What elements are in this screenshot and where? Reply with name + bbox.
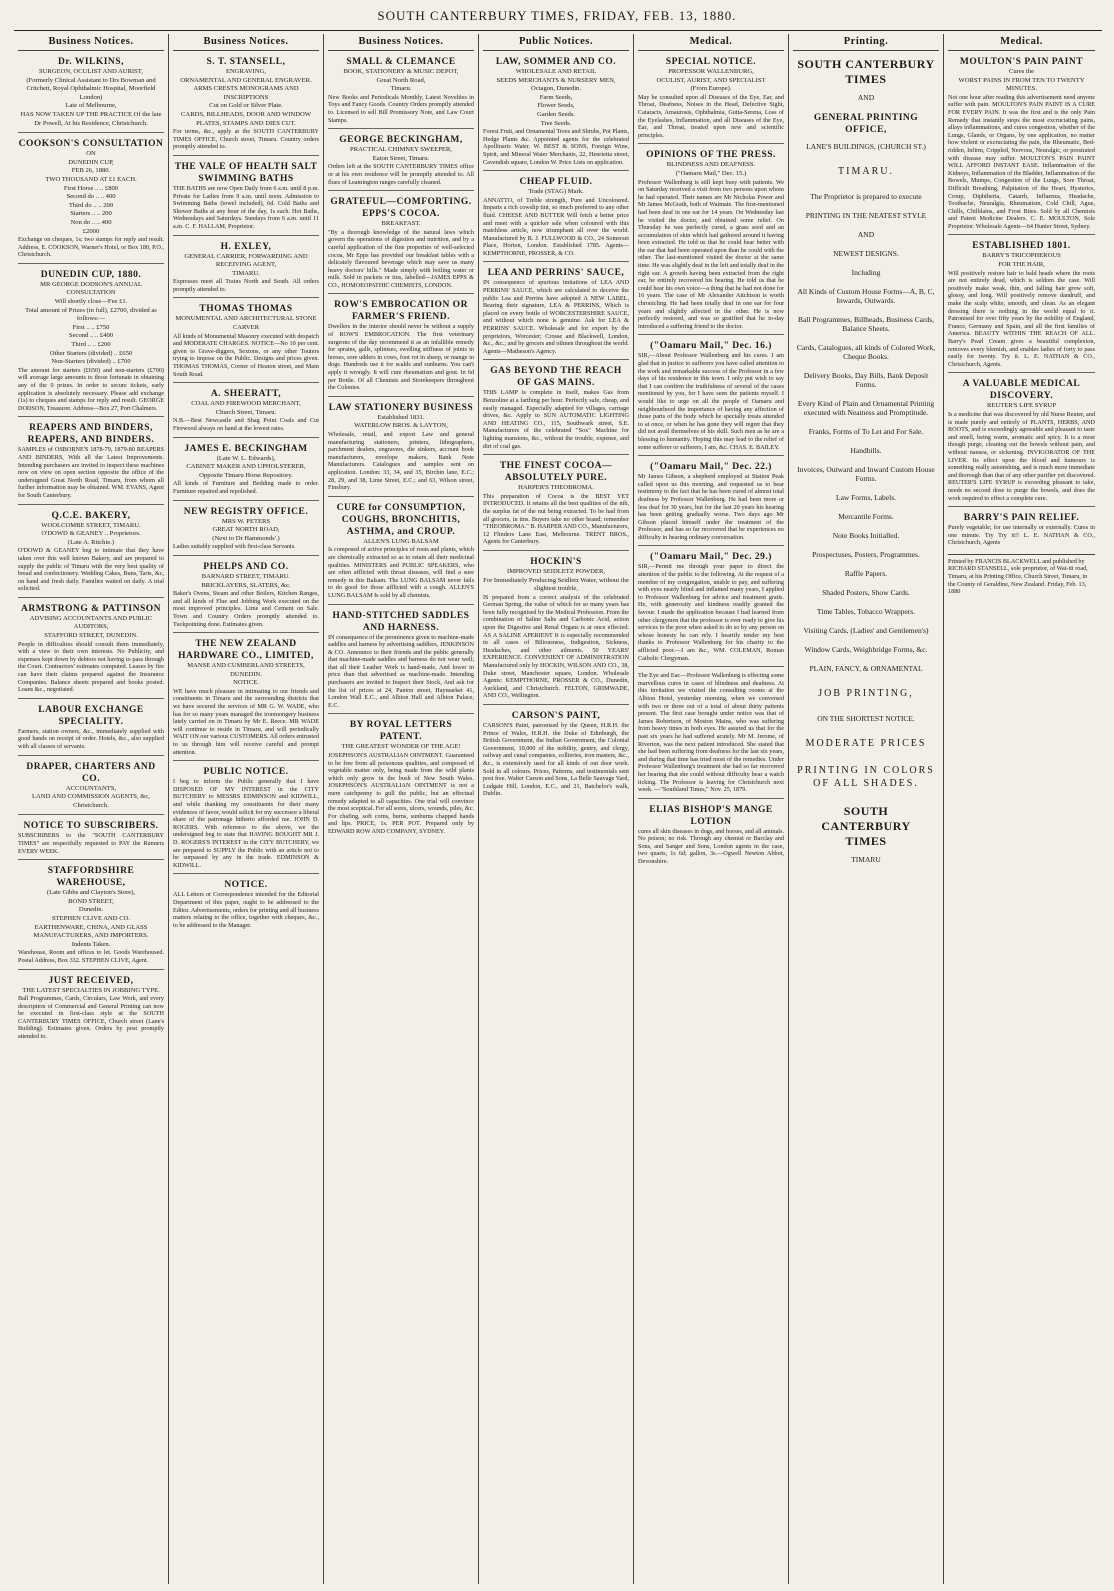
- printing-items-list: [793, 287, 939, 654]
- ad-line: WOOLCOMBE STREET, TIMARU.: [41, 521, 141, 529]
- ad-title: PHELPS AND CO.: [203, 561, 289, 572]
- ads-list: [948, 54, 1095, 551]
- printing-service-item: Handbills.: [850, 446, 882, 455]
- ad-body: CARSON'S Paint, patronised by the Queen, H.R.H. the Prince of Wales, H.R.H. the Duke of Edinburgh, the British Government, the Indian Government, the Colonial Government, 10,000 of the nobility, gentry, and clergy, railway and canal companies, collieries, iron masters, &c., &c., is extensively used for all kinds of out door work. Sold in all colours. Prices, Patterns, and testimonials sent post free. Walter Carson and Sons, La Belle Sauvage Yard, Ludgate Hill, London, E.C., and 21, Batchelor's walk, Dublin.: [483, 722, 629, 798]
- ad-line: GENERAL CARRIER, FORWARDING AND RECEIVING AGENT,: [184, 252, 308, 269]
- ad-line: BARRY'S TRICOPHEROUS: [982, 252, 1061, 260]
- advertisement: [173, 877, 319, 933]
- ad-title: ("Oamaru Mail," Dec. 29.): [650, 552, 772, 563]
- newspaper-columns: [14, 34, 1102, 1584]
- advertisement: [948, 238, 1095, 373]
- ad-line: For Immediately Producing Seidletz Water, without the slightest trouble,: [483, 576, 629, 593]
- ad-line: Second do .. .. 400: [66, 193, 116, 201]
- column-heading: Business Notices.: [328, 34, 474, 51]
- ad-title: Dr. WILKINS,: [58, 57, 124, 67]
- advertisement: [18, 702, 164, 756]
- ad-title: LAW STATIONERY BUSINESS: [328, 402, 474, 413]
- column-4: [479, 34, 634, 1584]
- footer-times: TIMES: [845, 834, 887, 848]
- ad-line: NOTICE.: [233, 679, 259, 687]
- advertisement: [18, 818, 164, 860]
- advertisement: [173, 764, 319, 874]
- ad-title: ARMSTRONG & PATTINSON: [21, 603, 161, 614]
- ad-body: "By a thorough knowledge of the natural laws which govern the operations of digestion and nutrition, and by a careful application of the fine properties of well-selected cocoa, Mr Epps has provided our breakfast tables with a delicately flavoured beverage which may save us many heavy doctors' bills." Made simply with boiling water or milk. Sold in packets or tins, labelled—JAMES EPPS & CO., HOMOEOPATHIC CHEMISTS, LONDON.: [328, 228, 474, 289]
- ad-line: ("Oamaru Mail," Dec. 15.): [675, 169, 747, 177]
- ad-line: HAS NOW TAKEN UP THE PRACTICE Of the late Dr Powell, At his Residence, Christchurch.: [20, 110, 162, 127]
- ad-line: STEPHEN CLIVE AND CO.: [51, 914, 131, 922]
- ad-title: GEORGE BECKINGHAM,: [339, 135, 463, 146]
- advertisement: [328, 717, 474, 839]
- ad-body: The amount for starters (£650) and non-starters (£700) will average large amounts to those fortunate in obtaining any of the 0 prizes. In order to secure tickets, early application is absolutely necessary. Please add exchange (1s) to cheques and stamps for reply and result. GEORGE DODSON, Treasurer. Address—Box 27, Port Chalmers.: [18, 366, 164, 412]
- ad-body: I beg to inform the Public generally that I have DISPOSED OF MY INTEREST in the CITY BUTCHERY to MESSRS EDMINSON and KIDWILL, and while thanking my constituents for their many evidences of favor, would solicit for my successor a liberal share of the patronage hitherto afforded me. JOHN D. ROGERS. With reference to the above, we the undersigned beg to state that HAVING BOUGHT MR J. D. ROGERS'S INTEREST in the CITY BUTCHERY, we are prepared to SUPPLY the Public with an article not to be surpassed by any in the trade. EDMINSON & KIDWILL.: [173, 778, 319, 869]
- advertisement: [638, 338, 784, 456]
- ad-line: First .. .. £750: [72, 323, 110, 331]
- advertisement: [18, 973, 164, 1045]
- ad-title: ESTABLISHED 1801.: [972, 241, 1071, 252]
- ad-line: ARMS CRESTS MONOGRAMS AND INSCRIPTIONS: [193, 85, 299, 101]
- ad-body: Orders left at the SOUTH CANTERBURY TIMES office or at his own residence will be promptly attended to. All flues of Leamington ranges carefully cleaned.: [328, 163, 474, 186]
- ad-line: ENGRAVING,: [226, 68, 266, 75]
- ad-body: SIR,—About Professor Wallenburg and his cures. I am glad that in justice to sufferers you have called attention to the work and remarkable success of the Professor in a few days of his residence in this town. I only put wish to say that I can confirm the truthfulness of several of the cases mentioned by you, for I have seen the patients myself. I would like to urge on all the people of Oamaru and neighbourhood the importance of having any affection of those parts of the body which he specially treats attended to at once, or when he has gone they will regret that they did not avail themselves of his skill. Such men as he are a blessing to humanity. Hoping this may lead to the relief of some sufferer or sufferers, I am, &c. CHAS. E. BAILEY.: [638, 352, 784, 451]
- column-2: [169, 34, 324, 1584]
- ad-body: Forest Fruit, and Ornamental Trees and Shrubs, Pot Plants, Hedge Plants &c. Appointed agents for the celebrated Apollinaris Water. W. BEST & SONS, Foreign Wine, Spirit, and Mineral Water Merchants, 22, Henrietta street, Cavendish square, London W. Price Lists on application.: [483, 128, 629, 166]
- printing-office-town: TIMARU.: [838, 166, 894, 177]
- ad-line: (From Europe).: [690, 85, 732, 93]
- printing-service-item: Mercantile Forms.: [838, 512, 894, 521]
- newest-designs: NEWEST DESIGNS.: [833, 249, 899, 258]
- advertisement: [638, 802, 784, 870]
- ad-body: Baker's Ovens, Steam and other Boilers, Kitchen Ranges, and all kinds of Flue and Jobbing Work executed on the most improved principles. Lime and Cement on Sale. Town and Country Orders promptly attended to. Tuckpointing done. Estimates given.: [173, 590, 319, 628]
- printing-service-item: Note Books Initialled.: [832, 531, 900, 540]
- advertisement: [18, 601, 164, 699]
- ad-line: EARTHENWARE, CHINA, AND GLASS MANUFACTURERS, AND IMPORTERS.: [33, 923, 149, 940]
- ad-title: ELIAS BISHOP'S MANGE LOTION: [649, 804, 773, 827]
- ad-body: The Eye and Ear.—Professor Wallenburg is effecting some marvellous cures in cases of blindness and deafness. At this invitation we visited the consulting rooms at the Albion Hotel, yesterday morning, when we conversed with two or three out of a total of about thirty patients present. The first case brought under notice was that of James Robertson, of Moston Mains, who was suffering from heavy times in both eyes. He assured us that for the past six years he had suffered acutely. Mr M. Jerome, of Riverton, was the next patient introduced. She stated that she had been suffering from deafness for the last six years, and during that time has tried most of the remedies. Under Professor Wallenburg's treatment she had so far recovered her hearing that she could without difficulty hear a watch ticking. The Professor is leaving for Christchurch next week. —"Southland Times," Nov. 25, 1879.: [638, 672, 784, 794]
- ads-list: [328, 54, 474, 840]
- ad-line: ON: [86, 150, 96, 158]
- ad-line: Tree Seeds.: [540, 119, 572, 127]
- column-heading: Business Notices.: [173, 34, 319, 51]
- ad-line: CABINET MAKER AND UPHOLSTERER,: [186, 463, 306, 471]
- ad-body: cures all skin diseases in dogs, and horses, and all animals. No poison; no risk. Through any chemist or Barclay and Sons, and Sanger and Sons, London agents in the case, two quarts, 1s 6d; gallon, 3s.—Ogwell Newton Abbot, Devonshire.: [638, 827, 784, 866]
- printing-colors: PRINTING IN COLORS OF ALL SHADES.: [797, 765, 935, 789]
- ad-title: S. T. STANSELL,: [206, 57, 286, 67]
- ad-line: SEEDS MERCHANTS & NURSERY MEN,: [496, 76, 616, 84]
- advertisement: [328, 132, 474, 191]
- ad-title: Q.C.E. BAKERY,: [51, 510, 131, 521]
- advertisement: [173, 159, 319, 236]
- ad-line: ACCOUNTANTS,: [65, 784, 117, 792]
- printing-service-item: Invoices, Outward and Inward Custom House Forms.: [797, 465, 935, 483]
- printing-service-item: Visiting Cards, (Ladies' and Gentlemen's): [803, 626, 929, 635]
- ad-line: PROFESSOR WALLENBURG,: [668, 68, 754, 75]
- advertisement: [173, 636, 319, 761]
- ad-body: IS prepared from a correct analysis of the celebrated German Spring, the value of which for so many years has been fully recognised by the Medical Profession. From the combination of Saline Salts and Carbonic Acid, action upon the Digestive and Renal Organs is at once effected. AS A SALINE APERIENT It is especially recommended in all cases of Biliousness, Indigestion, Sickness, Headaches, and other ailments. 50 YEARS' EXPERIENCE. CONVENIENT OF ADMINISTRATION Manufactured only by HOCKIN, WILSON AND CO., 38, Duke street, Manchester square, London. Wholesale Agents: KEMPTHORNE, PROSSER & CO., Dunedin, Auckland, and Christchurch. FELTON, GRIMWADE, AND CO., Wellington.: [483, 593, 629, 700]
- advertisement: [18, 759, 164, 816]
- ad-line: Church Street, Timaru.: [215, 408, 277, 416]
- ad-body: New Books and Periodicals Monthly, Latest Novelties in Toys and Fancy Goods. Country Orders promptly attended to. Licensed to sell Bill Promissory Note, and Law Court Stamps.: [328, 93, 474, 124]
- advertisement: [483, 174, 629, 262]
- ad-line: Third do .. .. 200: [68, 201, 114, 209]
- ad-body: ANNATTO, of Treble strength, Pure and Uncoloured. Imparts a rich cowslip tint, so much preferred to any other fluid. CHEESE AND BUTTER Will fetch a better price and meet with a quicker sale when coloured with this matchless article, now triumphant all over the world. Manufactured by R. J. FULLWOOD & CO., 24 Somerset Place, Horton, London. Established 1785. Agents—KEMPTHORNE, PROSSER, & CO.: [483, 196, 629, 257]
- ad-line: Octagon, Dunedin.: [531, 85, 581, 93]
- masthead-rule: [14, 30, 1102, 31]
- ad-line: IMPROVED SEIDLETZ POWDER,: [507, 567, 605, 575]
- printing-service-item: All Kinds of Custom House Forms—A, B, C, Inwards, Outwards.: [797, 287, 935, 305]
- ad-line: Established 1831.: [377, 413, 425, 421]
- ad-title: THE FINEST COCOA—ABSOLUTELY PURE.: [499, 461, 613, 484]
- ad-body: All kinds of Furniture and Bedding made to order. Furniture repaired and repolished.: [173, 480, 319, 495]
- printing-service-item: Shaded Posters, Show Cards.: [822, 588, 910, 597]
- ad-title: CARSON'S PAINT,: [511, 711, 601, 721]
- ads-list: [638, 54, 784, 870]
- ad-line: FEB 26, 1880.: [71, 167, 111, 175]
- ad-title: NEW REGISTRY OFFICE.: [183, 506, 309, 517]
- ad-body: Ball Programmes, Cards, Circulars, Law Work, and every description of Commercial and General Printing can now be executed in first-class style at the SOUTH CANTERBURY TIMES OFFICE, Church street (Lane's Building). Estimates given. Orders by post promptly attended to.: [18, 995, 164, 1041]
- ad-title: REAPERS AND BINDERS, REAPERS, AND BINDERS.: [27, 423, 155, 446]
- column-heading: Public Notices.: [483, 34, 629, 51]
- advertisement: [638, 54, 784, 144]
- printing-office-subtitle: GENERAL PRINTING OFFICE,: [813, 113, 919, 135]
- ad-line: (Formerly Clinical Assistant to Drs Bowman and Critchett, Royal Ophthalmic Hospital, Moorfield London): [26, 76, 156, 101]
- ad-body: Dwellers in the interior should never be without a supply of ROW'S EMBROCATION. The first veterinary surgeons of the day recommend it as an infallible remedy for sprains, galls, splintses, swelling stiffness of joints in horses, sore udders in cows, foot rot in sheep, or mange in dogs. Hundreds use it for scalds and sunburns. You can't apply it wrongly. It will cure rheumatism and gout. In 6d per Bottle. Of all Chemists and Storekeepers throughout the Colonies.: [328, 323, 474, 392]
- ad-line: TWO THOUSAND AT £1 EACH.: [45, 175, 137, 183]
- advertisement: [18, 54, 164, 133]
- ad-line: Late of Melbourne,: [65, 102, 117, 110]
- ad-line: Great North Road,: [376, 76, 426, 84]
- advertisement: [173, 239, 319, 299]
- ad-line: BARNARD STREET, TIMARU.: [201, 572, 291, 580]
- ad-line: Trade (STAG) Mark.: [528, 188, 584, 196]
- ad-line: O'DOWD & GEANEY .. Proprietors.: [41, 530, 141, 538]
- ad-title: DUNEDIN CUP, 1880.: [40, 269, 142, 280]
- ad-line: MR GEORGE DODSON'S ANNUAL CONSULTATION: [40, 280, 142, 297]
- ad-body: SAMPLES of OSBORNE'S 1878-79, 1879-80 REAPERS AND BINDERS, With all the Latest Improvements. Intending purchasers are invited to inspect these machines now on view on open section opposite the office of the undersigned Great North Road, Timaru, from whom all further information may be obtained. WM. EVANS, Agent for South Canterbury.: [18, 446, 164, 499]
- ad-line: THE GREATEST WONDER OF THE AGE!: [341, 743, 461, 751]
- ad-line: Timaru.: [390, 85, 412, 93]
- advertisement: [328, 54, 474, 129]
- ad-line: MANSE AND CUMBERLAND STREETS, DUNEDIN.: [187, 662, 305, 678]
- advertisement: [638, 549, 784, 667]
- advertisement: [18, 863, 164, 969]
- ad-title: JAMES E. BECKINGHAM: [184, 443, 308, 454]
- advertisement: [18, 420, 164, 504]
- ad-title: HAND-STITCHED SADDLES AND HARNESS.: [332, 610, 470, 633]
- ad-line: BREAKFAST.: [381, 220, 421, 228]
- ad-title: GRATEFUL—COMFORTING. EPPS'S COCOA.: [330, 197, 472, 220]
- ad-line: CARDS, BILLHEADS, DOOR AND WINDOW PLATES, STAMPS AND DIES CUT.: [181, 110, 311, 127]
- column-heading: Business Notices.: [18, 34, 164, 51]
- ad-line: DUNEDIN CUP,: [68, 158, 114, 166]
- ad-line: FOR THE HAIR,: [998, 261, 1045, 269]
- advertisement: [173, 441, 319, 501]
- job-printing: JOB PRINTING,: [818, 688, 914, 699]
- ad-body: JOSEPHSON'S AUSTRALIAN OINTMENT. Guaranteed to be free from all poisonous qualities, and composed of vegetable matter only, being made from the wild plants which only grow in the bush of New South Wales. JOSEPHSON'S AUSTRALIAN OINTMENT is not a mere catchpenny to gull the public, but an effectual remedy adapted to all capacities. One trial will convince the most sceptical. For all sores, ulcers, wounds, piles, &c. For chafing, soft corns, burns, sunburns chapped hands and lips. PRICE, 1s. PER POT. Prepared only by EDWARD ROW AND COMPANY, SYDNEY.: [328, 752, 474, 835]
- ad-body: Professor Wallenburg is still kept busy with patients. We on Saturday received a visit from two persons upon whom he had operated. Their names are Mr Nicholas Power and Mr James McGrath, both of Waimate. The first-mentioned had been deaf in one ear for 14 years. On Wednesday last he visited the doctor, and obtained some relief. On Thursday he was perfectly cured, a grass seed and an accumulation of skin which had gathered around it having been extracted. He told us that he could hear better with the ear that had been operated upon than he could with the other. The last-mentioned visited the doctor at the same time. He was slightly deaf in the left and totally deaf in the right ear. A growth having been extracted from the right ear, he entirely recovered his hearing. He told us that he could hear his own voice—a thing that he had not done for 16 years. The case of Mr Alexander Aitchison is worth chronicling. He had been totally deaf in one ear for four years and slightly affected in the other. He is now perfectly restored, and was so gratified that he to-day introduced a suffering friend to the doctor.: [638, 178, 784, 330]
- ad-line: Christchurch.: [73, 801, 109, 809]
- ad-body: THE BATHS are now Open Daily from 6 a.m. until 8 p.m. Private for Ladies from 9 a.m. until noon. Admission to Swimming Baths (towel included), 6d. Cold Baths and Shower Baths at any hour of the day, 1s each. Hot Baths, Wednesdays and Saturdays. Sundays from 6 a.m. until 11 a.m. C. F. HALLAM, Proprietor.: [173, 184, 319, 230]
- ad-line: WATERLOW BROS. & LAYTON,: [354, 422, 448, 430]
- ad-title: NOTICE TO SUBSCRIBERS.: [23, 821, 159, 832]
- ad-body: Farmers, station owners, &c., immediately supplied with good hands on receipt of order. Hotels, &c., also supplied with all classes of servants.: [18, 727, 164, 750]
- ad-title: ROW'S EMBROCATION OR FARMER'S FRIEND.: [334, 300, 468, 323]
- ad-line: Indents Taken.: [71, 940, 111, 948]
- footer-south: SOUTH: [843, 804, 889, 818]
- ad-title: HOCKIN'S: [530, 556, 582, 567]
- ad-line: (Late A. Ritchie.): [67, 538, 115, 546]
- proprietor-prepared: The Proprietor is prepared to execute: [810, 192, 922, 201]
- including-text: Including: [851, 268, 881, 277]
- ad-line: GREAT NORTH ROAD,: [212, 526, 280, 534]
- column-7: [944, 34, 1099, 1584]
- ad-body: Is composed of active principles of roots and plants, which are chemically extracted so as to retain all their medicinal qualities. MINISTERS and PUBLIC SPEAKERS, who are often afflicted with throat diseases, will find a sure remedy in this Balsam. The LUNG BALSAM never fails to do good for those afflicted with a cough. ALLEN'S LUNG BALSAM Is sold by all chemists.: [328, 546, 474, 599]
- advertisement: [483, 265, 629, 360]
- ad-line: WORST PAINS IN FROM TEN TO TWENTY MINUTES.: [958, 76, 1085, 93]
- advertisement: [173, 301, 319, 383]
- printing-service-item: Delivery Books, Day Bills, Bank Deposit Forms.: [803, 371, 929, 389]
- advertisement: [483, 554, 629, 705]
- ad-title: THE NEW ZEALAND HARDWARE CO., LIMITED,: [178, 639, 314, 662]
- ad-body: Ladies suitably supplied with first-class Servants.: [173, 543, 296, 551]
- ad-line: Cut on Gold or Silver Plate.: [209, 102, 283, 110]
- advertisement: [483, 363, 629, 455]
- ad-body: People in difficulties should consult them immediately, with a view to their own interests. No Publicity, and expenses kept down by debtors not having to pass through the Court. Contractors' estimates computed. Leases by fire can have their claims prepared against the Insurance Companies. Balance sheets prepared and books posted. Loans &c., negotiated.: [18, 640, 164, 694]
- ad-body: IN consequence of the prominence given to machine-made saddles and harness by advertising saddlers, JENKINSON & CO. Announce to their friends and the public generally that machine-made saddles and harness do not wear well; that all their Leather Work is hand-made, And lower in price than that advertised as machine-made. Intending purchasers are invited to Inspect their Stock, And ask for the list of prices at 24, Panton street, Haymarket 41, London Wall E.C., and Albion Hall and Albion Palace, E.C.: [328, 633, 474, 709]
- advertisement: [173, 386, 319, 437]
- ad-line: PRACTICAL CHIMNEY SWEEPER,: [350, 146, 452, 154]
- printing-office-address: LANE'S BUILDINGS, (CHURCH ST.): [806, 142, 926, 151]
- advertisement: [483, 458, 629, 551]
- neatest-style: PRINTING IN THE NEATEST STYLE: [805, 211, 927, 220]
- ad-body: SUBSCRIBERS to the "SOUTH CANTERBURY TIMES" are respectfully requested to PAY the Runners EVERY WEEK.: [18, 832, 164, 855]
- ad-line: REUTER'S LIFE SYRUP: [987, 402, 1056, 410]
- ad-line: (Late W. L. Edwards),: [216, 454, 276, 462]
- printing-service-item: Prospectuses, Posters, Programmes.: [812, 550, 920, 559]
- ad-title: CHEAP FLUID.: [519, 177, 593, 188]
- column-1: [14, 34, 169, 1584]
- ad-body: Mr James Gibson, a shepherd employed at Station Peak called upon us this morning, and requested us to bear testimony to the fact that he has been cured of almost total deafness by Professor Wallenburg. He had been more or less deaf for 30 years, but for the last 20 years his hearing has been getting gradually worse. Two days ago Mr Gibson placed himself under the treatment of the Professor, and has so far recovered that he experiences no difficulty in hearing ordinary conversation.: [638, 473, 784, 541]
- advertisement: [483, 54, 629, 171]
- ad-line: BLINDNESS AND DEAFNESS.: [666, 161, 756, 169]
- ad-line: STAFFORD STREET, DUNEDIN.: [44, 632, 138, 640]
- ad-title: NOTICE.: [224, 880, 268, 891]
- column-heading: Printing.: [793, 34, 939, 51]
- column-heading: Medical.: [638, 34, 784, 51]
- ad-line: Non-Starters (divided) .. £700: [51, 358, 131, 366]
- ad-body: N.B.—Best Newcastle and Shag Point Coals and Cut Firewood always on hand at the lowest rates.: [173, 417, 319, 432]
- ad-title: THE VALE OF HEALTH SALT SWIMMING BATHS: [174, 161, 318, 184]
- ad-line: HARPER'S THEOBROMA.: [518, 484, 594, 492]
- ad-line: LAND AND COMMISSION AGENTS, &c,: [32, 793, 150, 801]
- ad-line: Cures the: [1008, 68, 1035, 75]
- ad-title: JUST RECEIVED,: [48, 975, 134, 986]
- ad-line: Non do .. .. 400: [70, 218, 112, 226]
- column-5: [634, 34, 789, 1584]
- printing-service-item: Time Tables, Tobacco Wrappers.: [816, 607, 916, 616]
- ad-line: ORNAMENTAL AND GENERAL ENGRAVER.: [180, 76, 312, 84]
- ad-line: Total amount of Prizes (in full), £2700, divided as follows:—: [25, 306, 157, 323]
- ad-body: THIS LAMP is complete in itself, makes Gas from Benzoline at a farthing per hour. Perfectly safe, cheap, and easily managed. Especially adapted for villages, carriage drives, &c. Apply to SUN AUTOMATIC LIGHTING AND HEATING CO., 115, Southwark street, S.E. Manufacturers of the celebrated "Sox" Machine for lighting mansions, &c., without the trouble, expense, and dirt of coal gas.: [483, 389, 629, 450]
- ad-body: WE have much pleasure in intimating to our friends and constituents in Timaru and the surrounding districts that we have secured the services of MR G. W. WADE, who has for so many years managed the ironmongery business lately carried on in Timaru by Mr E. Reece. MR WADE will continue to reside in Timaru, and will periodically WAIT ON our various CUSTOMERS. All orders entrusted to us through him will receive careful and prompt attention.: [173, 687, 319, 756]
- ad-body: Not one hour after reading this advertisement need anyone suffer with pain. MOULTON'S PAIN PAINT IS A CURE FOR EVERY PAIN. It was the first and is the only Pain Remedy that instantly stops the most excruciating pains, allays inflammations, and cures congestion, whether of the Lungs, Glands, or Organs, by one application, no matter how violent or excruciating the pain, the Rheumatic, Bed-ridden, Infirm, Crippled, Nervous, Neuralgic, or prostrated with disease may suffer. MOULTON'S PAIN PAINT WILL AFFORD INSTANT EASE. Inflammation of the Kidneys, Inflammation of the Bladder, Inflammation of the Bowels, Mumps, Congestion of the Lungs, Sore Throat, Difficult Breathing, Palpitation of the Heart, Hysterics, Croup, Diphtheria, Catarrh, Influenza, Headache, Toothache, Neuralgia, Rheumatism, Cold Chill, Ague, Chills, Chilblains, and Frost Bites. Sold by all Chemists and Patent Medicine Dealers. C. E. MOULTON, Sole Proprietor. Wholesale Agents—64 Hunter Street, Sydney.: [948, 93, 1095, 230]
- ad-body: Wholesale, retail, and export Law and general manufacturing stationers, printers, lithographers, parchment dealers, engravers, die sinkers, account book manufacturers, envelope makers, Bank Note Manufacturers. Catalogues and samples sent on application. London: 33, 34, and 35, Birchin lane, E.C.; 28, 29, and 38, Lime Street, E.C.; and 63, Wilson street, Finsbury.: [328, 431, 474, 492]
- ad-body: This preparation of Cocoa is the BEST YET INTRODUCED. It retains all the best qualities of the nib, the surplus fat of the nut being extracted. To be had from all grocers, in tins. Buyers take no other brand; remember "THEOBROMA." B. HARPER AND CO., Manufacturers, 12 Flinders Lane East, Melbourne. TRENT BROS., Agents for Canterbury.: [483, 492, 629, 546]
- advertisement: [483, 708, 629, 802]
- advertisement: [18, 136, 164, 264]
- advertisement: [173, 54, 319, 156]
- ad-line: Dunedin.: [78, 906, 104, 914]
- advertisement: [18, 508, 164, 598]
- ad-line: Other Starters (divided) .. £650: [49, 349, 133, 357]
- advertisement: [173, 504, 319, 556]
- ad-title: BY ROYAL LETTERS PATENT.: [349, 720, 453, 743]
- ad-title: ("Oamaru Mail," Dec. 16.): [650, 341, 772, 352]
- printing-service-item: Every Kind of Plain and Ornamental Printing executed with Neatness and Promptitude.: [797, 399, 935, 417]
- ad-title: CURE for CONSUMPTION, COUGHS, BRONCHITIS, ASTHMA, and CROUP.: [336, 502, 466, 537]
- advertisement: [948, 376, 1095, 507]
- ad-line: WHOLESALE AND RETAIL: [515, 68, 597, 75]
- ad-body: O'DOWD & GEANEY beg to intimate that they have taken over this well known Bakery, and are prepared to supply the public of Timaru with the very best quality of bread and confectionery. Wedding Cakes, Buns, Tarts, &c, on hand and fresh daily. Families waited on daily. A trial solicited.: [18, 547, 164, 593]
- ad-line: ADVISING ACCOUNTANTS AND PUBLIC AUDITORS,: [29, 614, 153, 631]
- ad-line: BRICKLAYERS, SLATERS, &c.: [201, 581, 291, 589]
- ad-body: Warehouse, Room and offices to let. Goods Warehoused. Postal Address, Box 332. STEPHEN CLIVE, Agent.: [18, 949, 164, 964]
- printing-service-item: Raffle Papers.: [844, 569, 888, 578]
- ad-line: Second .. .. £400: [68, 332, 114, 340]
- ad-title: SPECIAL NOTICE.: [665, 57, 757, 67]
- ad-line: (Next to Dr Hammonds'.): [212, 534, 280, 542]
- ad-body: Exchange on cheques, 1s; two stamps for reply and result. Address, E. COOKSON, Warner's Hotel, or Box 180, P.O., Christchurch.: [18, 236, 164, 259]
- plain-fancy-ornamental: PLAIN, FANCY, & ORNAMENTAL: [809, 664, 923, 673]
- ad-line: MONUMENTAL AND ARCHITECTURAL STONE CARVER: [175, 315, 317, 332]
- ad-line: Opposite Timaru Horse Repository.: [199, 471, 293, 479]
- ad-line: Flower Seeds,: [537, 102, 575, 110]
- advertisement: [638, 147, 784, 335]
- ad-title: THOMAS THOMAS: [199, 304, 293, 315]
- ad-line: £2000: [82, 227, 100, 235]
- advertisement: [948, 510, 1095, 551]
- ad-title: LAW, SOMMER AND CO.: [495, 57, 617, 67]
- ad-line: Garden Seeds.: [536, 110, 576, 118]
- printing-service-item: Window Cards, Weighbridge Forms, &c.: [804, 645, 928, 654]
- ads-list: [18, 54, 164, 1045]
- advertisement: [328, 400, 474, 497]
- ad-title: GAS BEYOND THE REACH OF GAS MAINS.: [490, 366, 622, 389]
- ad-line: Farm Seeds,: [539, 93, 573, 101]
- printing-service-item: Cards, Catalogues, all kinds of Colored Work, Cheque Books.: [796, 343, 936, 361]
- masthead: SOUTH CANTERBURY TIMES, FRIDAY, FEB. 13, 1880.: [377, 8, 737, 23]
- advertisement: [173, 559, 319, 633]
- ad-line: BOOK, STATIONERY & MUSIC DEPOT,: [343, 68, 459, 75]
- ad-line: OCULIST, AURIST, AND SPECIALIST: [656, 76, 766, 84]
- ad-line: Will shortly close—Fee £1.: [54, 298, 128, 306]
- ad-title: H. EXLEY,: [220, 241, 272, 252]
- column-6-printing: [789, 34, 944, 1584]
- ad-line: Starters .. .. 200: [70, 210, 112, 218]
- ad-body: Is a medicine that was discovered by old Nurse Reuter, and is made purely and entirely of PLANTS, HERBS, AND ROOTS, and is exceedingly agreeable and pleasant to taste and smell, being warm, aromatic and spicy. It is a most though purge, cleaning out the bowels without pain, and without nausea, or sickening. INVIGORATOR OF THE LIVER. Its effect upon the blood and humours is something really astonishing, and is much more immediate and thorough than that of any other purifier yet discovered. REUTER'S LIFE SYRUP is exceeding pleasant to take, needs no second dose to purge the bowels, and does the work required to effect a complete cure.: [948, 410, 1095, 502]
- ad-line: Third .. .. £200: [71, 341, 111, 349]
- ad-line: (Late Gibbs and Clayton's Store),: [46, 889, 136, 897]
- printing-service-item: Franks, Forms of To Let and For Sale.: [808, 427, 924, 436]
- advertisement: [328, 194, 474, 294]
- ad-title: COOKSON'S CONSULTATION: [18, 139, 164, 150]
- printing-service-item: Ball Programmes, Billheads, Business Cards, Balance Sheets.: [797, 315, 935, 333]
- advertisement: [638, 459, 784, 546]
- ad-body: Purely vegetable; for use internally or externally. Cures in one minute. Try Try it!! L. E. NATHAN & CO., Christchurch, Agents: [948, 524, 1095, 547]
- ad-body: IN consequence of spurious imitations of LEA AND PERRINS' SAUCE, which are calculated to deceive the public Lea and Perrins have adopted A NEW LABEL, Bearing their signature, LEA & PERRINS, Which is placed on every bottle of WORCESTERSHIRE SAUCE, and without which none is genuine. Ask for LEA & PERRINS' SAUCE. Wholesale and for export by the proprietors, Worcester; Crosse and Blackwell, London, &c., &c.; and by grocers and oilmen throughout the world. Agents—Matheson's Agency.: [483, 279, 629, 355]
- advertisement: [328, 297, 474, 396]
- printing-office-title: SOUTH CANTERBURY TIMES: [797, 57, 935, 86]
- shortest-notice: ON THE SHORTEST NOTICE.: [817, 714, 915, 723]
- footer-canterbury: CANTERBURY: [821, 819, 911, 833]
- ad-title: BARRY'S PAIN RELIEF.: [963, 513, 1080, 524]
- ad-title: LEA AND PERRINS' SAUCE,: [487, 268, 625, 279]
- column-heading: Medical.: [948, 34, 1095, 51]
- ads-list: [173, 54, 319, 933]
- ads-list: [483, 54, 629, 802]
- advertisement: [948, 54, 1095, 235]
- column-3: [324, 34, 479, 1584]
- ad-line: BOND STREET,: [68, 897, 114, 905]
- ad-body: For terms, &c., apply at the SOUTH CANTERBURY TIMES OFFICE, Church street, Timaru. Country orders promptly attended to.: [173, 128, 319, 151]
- ad-title: PUBLIC NOTICE.: [203, 767, 289, 778]
- ad-title: ("Oamaru Mail," Dec. 22.): [650, 462, 772, 473]
- ad-line: MRS W. PETERS: [221, 517, 271, 525]
- ad-title: SMALL & CLEMANCE: [346, 57, 456, 67]
- advertisement: [18, 267, 164, 418]
- footer-timaru: TIMARU: [851, 855, 881, 864]
- ad-title: MOULTON'S PAIN PAINT: [959, 57, 1084, 67]
- and-text: AND: [857, 93, 875, 102]
- ad-body: Will positively restore hair to bald heads where the roots are not entirely dead, which is seldom the case. Will positively make weak, thin, and falling hair grow soft, glossy, and long. Will positively remove dandruff, and make the scalp white, smooth, and clean. As an elegant dressing there is nothing in the world equal to it. Patronised for over fifty years by the nobility of England, France, Germany and Spain, and all the first families of America. BEAUTY WITHIN THE REACH OF ALL. Barry's Pearl Cream gives a beautiful complexion, removes every blemish, and enables ladies of forty to pass easily for twenty. Try it. L. E. NATHAN & CO., Christchurch, Agents.: [948, 269, 1095, 368]
- ad-body: SIR,—Permit me through your paper to direct the attention of the public to the following. At the request of a member of my congregation, unable to pay, and suffering with eyes nearly blind and inflamed many years, I applied to Professor Wallenburg for advice and treatment gratis. He, with generosity and kindness readily granted the favour. I made the application because I had learned from other clergymen that the professor is ever ready to give his services to the poor when asked to do so by any person on whose honesty he can rely. I heartily tender my best thanks to Professor Wallenburg for his charity to the afflicted poor.—I am &c., WM. COLEMAN, Roman Catholic Clergyman.: [638, 563, 784, 662]
- ad-title: A. SHEERATT,: [210, 389, 282, 400]
- ad-line: THE LATEST SPECIALTIES IN JOBBING TYPE.: [22, 986, 160, 994]
- advertisement: [328, 608, 474, 715]
- ad-body: Expresses meet all Trains North and South. All orders promptly attended to.: [173, 278, 319, 293]
- ad-body: ALL Letters or Correspondence intended for the Editorial Department of this paper, ought to be addressed to the Editor. Advertisements, orders for printing and all business matters relating to the office, together with cheques, &c., to be addressed to the Manager.: [173, 891, 319, 929]
- and-text: AND: [857, 230, 875, 239]
- ad-line: SURGEON, OCULIST AND AURIST,: [39, 68, 143, 75]
- ad-title: STAFFORDSHIRE WAREHOUSE,: [47, 866, 135, 889]
- ad-line: COAL AND FIREWOOD MERCHANT,: [191, 400, 301, 408]
- moderate-prices: MODERATE PRICES: [805, 738, 927, 749]
- ad-title: OPINIONS OF THE PRESS.: [646, 150, 776, 161]
- ad-line: Eaton Street, Timaru.: [372, 154, 430, 162]
- printing-service-item: Law Forms, Labels.: [836, 493, 896, 502]
- ad-body: All kinds of Monumental Masonry executed with despatch and MODERATE CHARGES. NOTICE—No 10 per cent. given to Grave-diggers, Sextons, or any other Touters trying to impose on the Public. Designs and prices given. THOMAS THOMAS, Corner of Heaton street, and Main South Road.: [173, 332, 319, 378]
- ad-line: First Horse .. .. £800: [63, 184, 119, 192]
- imprint: Printed by FRANCIS BLACKWELL and published by RICHARD STANSELL, sole proprietor, of Wai-iti road, Timaru, at his Printing Office, Church Street, Timaru, in the County of Geraldine, New Zealand. Friday, Feb. 13, 1880: [948, 554, 1095, 596]
- ad-line: ALLEN'S LUNG BALSAM: [363, 537, 439, 545]
- ad-title: A VALUABLE MEDICAL DISCOVERY.: [962, 379, 1081, 402]
- ad-title: LABOUR EXCHANGE SPECIALITY.: [38, 704, 144, 727]
- ad-line: TIMARU.: [232, 269, 260, 277]
- ad-body: May be consulted upon all Diseases of the Eye, Ear, and Throat, Deafness, Noises in the Head, Defective Sight, Cataracts, Amaurosis, Ophthalmia, Gutta-Serena, Loss of the Eyelashes, Inflammation, and all Diseases of the Eye, Ear, and Throat, treated upon new and scientific principles.: [638, 93, 784, 139]
- advertisement: [328, 500, 474, 605]
- advertisement: [638, 670, 784, 799]
- ad-title: DRAPER, CHARTERS AND CO.: [26, 761, 156, 784]
